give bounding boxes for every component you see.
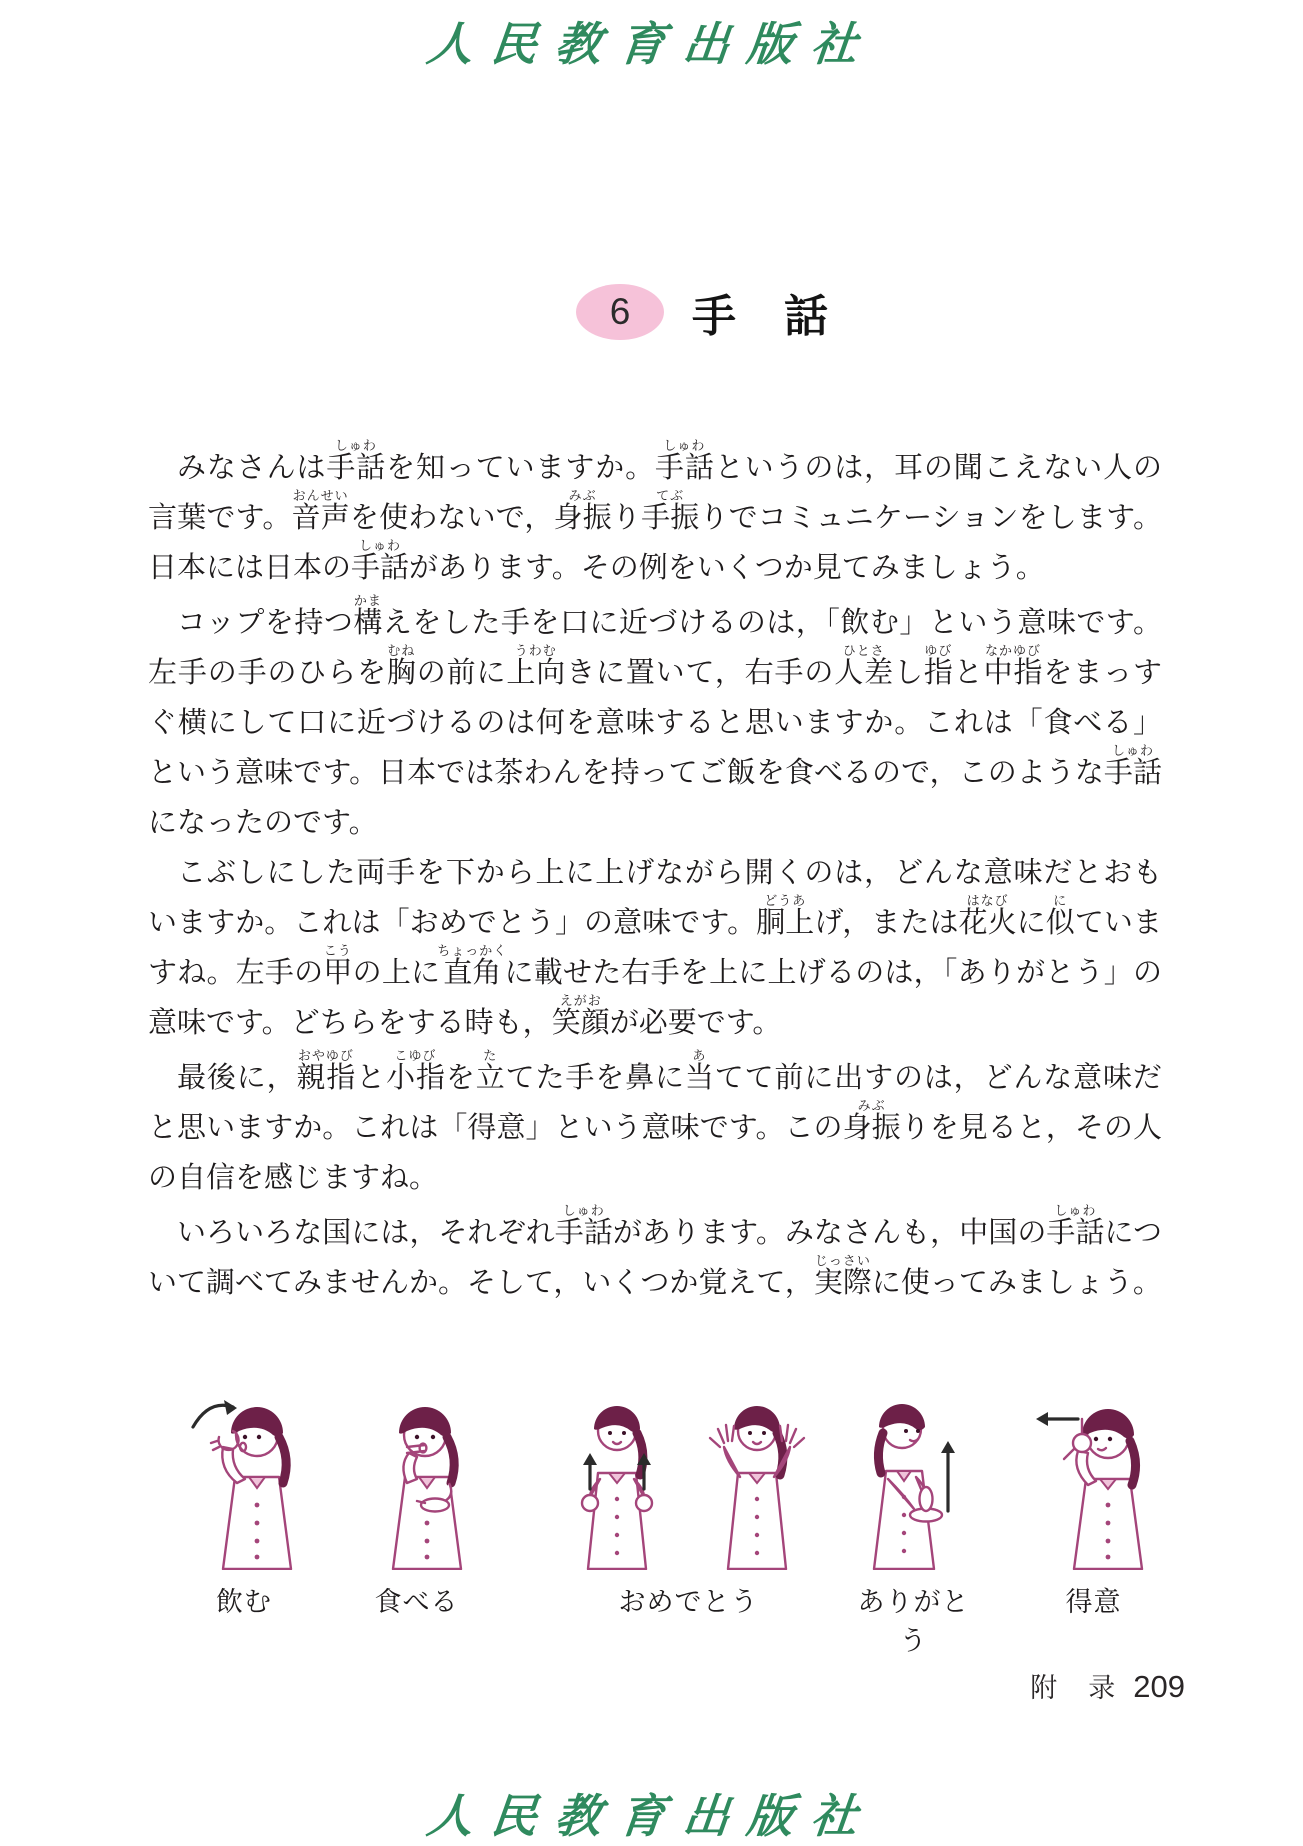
footer-section-label: 附 录 (1030, 1673, 1118, 1703)
illustration-caption-congratulations: おめでとう (618, 1587, 759, 1617)
drink-sign-drawing (179, 1385, 309, 1570)
lesson-number-badge: 6 (576, 284, 664, 340)
left-arrow-icon (1036, 1412, 1078, 1426)
footer-page-number: 209 (1133, 1669, 1185, 1704)
thankyou-sign-drawing (856, 1385, 971, 1570)
page-footer (900, 1666, 1185, 1705)
up-arrow-icon (941, 1441, 955, 1511)
illustration-caption-thankyou: ありがとう (857, 1587, 970, 1656)
illustration-thankyou (855, 1385, 972, 1658)
paragraph-2: コップを持つ構かまえをした手を口に近づけるのは，「飲む」という意味です。左手の手のひらを胸むねの前に上向うわむきに置いて，右手の人差ひとさし指ゆびと中指なかゆびをまっすぐ横にして口に近づけるのは何を意味すると思いますか。これは「食べる」という意味です。日本では茶わんを持ってご飯を食べるので，このような手話しゅわになったのです。 (148, 593, 1162, 839)
lesson-title-text: 手 話 (692, 292, 830, 341)
congratulations-sign-drawing (546, 1385, 831, 1570)
illustration-proud (1025, 1385, 1162, 1619)
publisher-logo-top: 人民教育出版社 (424, 17, 879, 71)
lesson-body (148, 438, 1162, 1308)
paragraph-5: いろいろな国には，それぞれ手話しゅわがあります。みなさんも，中国の手話しゅわについて調べてみませんか。そして，いくつか覚えて，実際じっさいに使ってみましょう。 (148, 1203, 1162, 1299)
proud-sign-drawing (1026, 1385, 1161, 1570)
lesson-title (576, 283, 830, 341)
illustration-caption-drink: 飲む (216, 1587, 272, 1617)
illustration-eat (348, 1385, 485, 1619)
illustration-caption-eat: 食べる (374, 1587, 459, 1617)
paragraph-3: こぶしにした両手を下から上に上げながら開くのは，どんな意味だとおもいますか。これは「おめでとう」の意味です。胴上どうあげ，または花火はなびに似にていますね。左手の甲こうの上に直角ちょっかくに載せた右手を上に上げるのは，「ありがとう」の意味です。どちらをする時も，笑顔えがおが必要です。 (148, 857, 1162, 1039)
eat-sign-drawing (349, 1385, 484, 1570)
illustration-caption-proud: 得意 (1065, 1587, 1122, 1617)
illustration-congratulations (545, 1385, 832, 1619)
curved-arrow-icon (193, 1400, 237, 1427)
paragraph-4: 最後に，親指おやゆびと小指こゆびを立たてた手を鼻に当あてて前に出すのは，どんな意味だと思いますか。これは「得意」という意味です。この身振みぶりを見ると，その人の自信を感じますね。 (148, 1048, 1162, 1194)
illustration-drink (178, 1385, 310, 1619)
publisher-logo-bottom: 人民教育出版社 (424, 1789, 879, 1843)
paragraph-1: みなさんは手話しゅわを知っていますか。手話しゅわというのは，耳の聞こえない人の言葉です。音声おんせいを使わないで，身振みぶり手振てぶりでコミュニケーションをします。日本には日本の手話しゅわがあります。その例をいくつか見てみましょう。 (148, 438, 1162, 584)
